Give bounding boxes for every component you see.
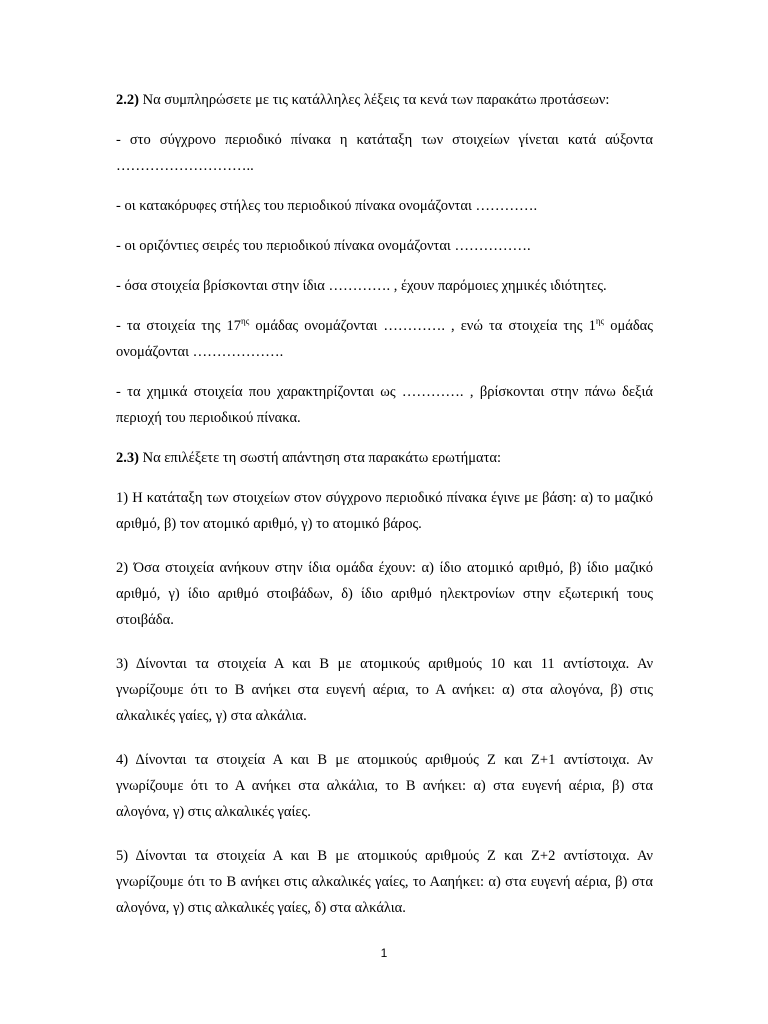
question-4: 4) Δίνονται τα στοιχεία Α και Β με ατομικούς αριθμούς Ζ και Ζ+1 αντίστοιχα. Αν γνωρίζουμε ότι το Α ανήκει στα αλκάλια, το Β ανήκει: α) στα ευγενή αέρια, β) στα αλογόνα, γ) στις αλκαλικές γαίες. — [116, 752, 653, 820]
fill-blank-item-2: - οι κατακόρυφες στήλες του περιοδικού πίνακα ονομάζονται …………. — [116, 198, 538, 214]
question-5: 5) Δίνονται τα στοιχεία Α και Β με ατομικούς αριθμούς Ζ και Ζ+2 αντίστοιχα. Αν γνωρίζουμε ότι το Β ανήκει στις αλκαλικές γαίες, το Ααηήκει: α) στα ευγενή αέρια, β) στα αλογόνα, γ) στις αλκαλικές γαίες, δ) στα αλκάλια. — [116, 848, 653, 916]
section-2-3-heading — [116, 445, 653, 471]
section-2-2-instruction: Να συμπληρώσετε με τις κατάλληλες λέξεις τα κενά των παρακάτω προτάσεων: — [138, 92, 610, 108]
fill-blank-item-3: - οι οριζόντιες σειρές του περιοδικού πίνακα ονομάζονται ……………. — [116, 238, 531, 254]
question-1: 1) Η κατάταξη των στοιχείων στον σύγχρονο περιοδικό πίνακα έγινε με βάση: α) το μαζικό αριθμό, β) τον ατομικό αριθμό, γ) το ατομικό βάρος. — [116, 490, 653, 532]
fill-blank-item-5-part3: ομάδας ονομάζονται ………………. — [116, 318, 653, 360]
fill-blank-item-6: - τα χημικά στοιχεία που χαρακτηρίζονται ως …………. , βρίσκονται στην πάνω δεξιά περιοχή του περιοδικού πίνακα. — [116, 384, 653, 426]
fill-blank-item-5-part1: - τα στοιχεία της 17 — [116, 318, 242, 334]
section-2-2-heading — [116, 87, 653, 113]
page-number: 1 — [380, 946, 388, 960]
fill-blank-item-5-sup2: ης — [595, 316, 605, 327]
question-3: 3) Δίνονται τα στοιχεία Α και Β με ατομικούς αριθμούς 10 και 11 αντίστοιχα. Αν γνωρίζουμε ότι το Β ανήκει στα ευγενή αέρια, το Α ανήκει: α) στα αλογόνα, β) στις αλκαλικές γαίες, γ) στα αλκάλια. — [116, 656, 653, 724]
section-2-3-number: 2.3) — [116, 450, 139, 466]
section-2-2-number: 2.2) — [116, 92, 139, 108]
fill-blank-item-1: - στο σύγχρονο περιοδικό πίνακα η κατάταξη των στοιχείων γίνεται κατά αύξοντα ……………………….. — [116, 132, 653, 174]
document-page — [116, 87, 653, 939]
fill-blank-item-4: - όσα στοιχεία βρίσκονται στην ίδια …………. , έχουν παρόμοιες χημικές ιδιότητες. — [116, 278, 607, 294]
question-2: 2) Όσα στοιχεία ανήκουν στην ίδια ομάδα έχουν: α) ίδιο ατομικό αριθμό, β) ίδιο μαζικό αριθμό, γ) ίδιο αριθμό στοιβάδων, δ) ίδιο αριθμό ηλεκτρονίων στην εξωτερική τους στοιβάδα. — [116, 560, 653, 628]
fill-blank-item-5 — [116, 313, 653, 365]
section-2-3-instruction: Να επιλέξετε τη σωστή απάντηση στα παρακάτω ερωτήματα: — [138, 450, 502, 466]
fill-blank-item-5-sup1: ης — [241, 316, 250, 327]
fill-blank-item-5-part2: ομάδας ονομάζονται …………. , ενώ τα στοιχεία της 1 — [249, 318, 596, 334]
